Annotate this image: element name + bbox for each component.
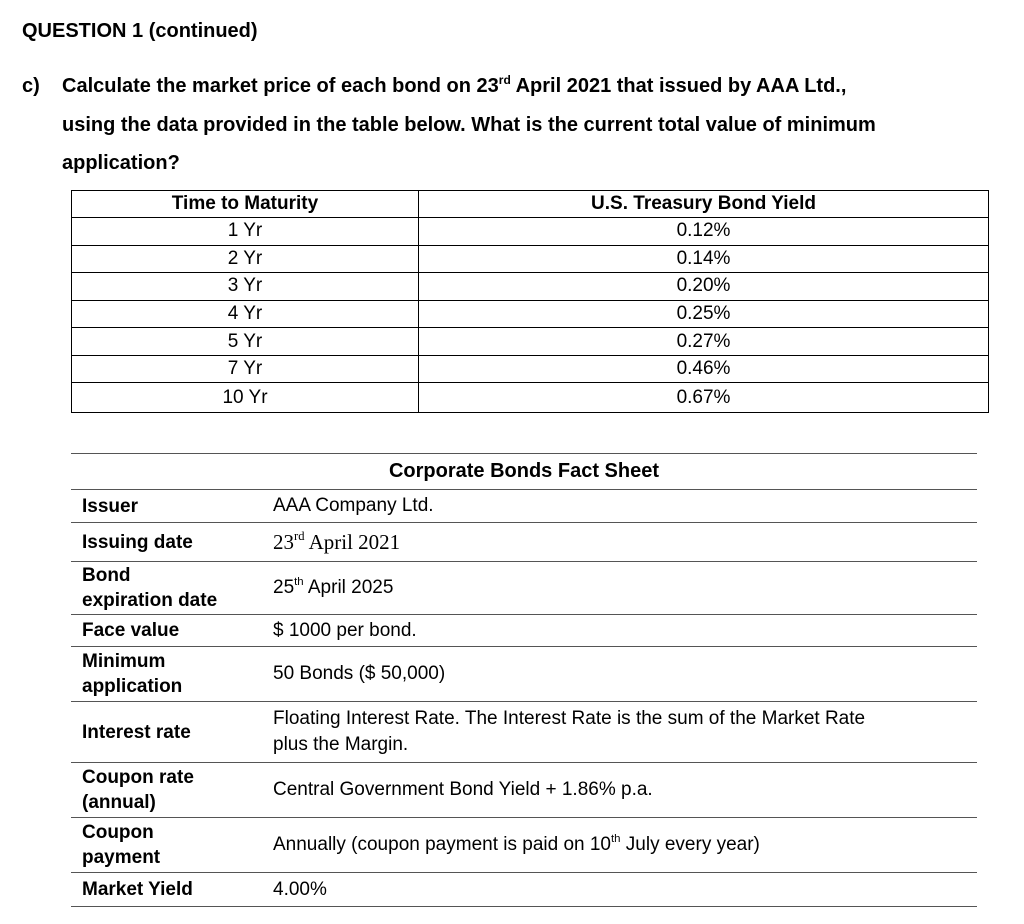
- fact-label: Interest rate: [82, 721, 191, 743]
- fact-row-minimum-application: [71, 647, 977, 702]
- date-sup: th: [294, 576, 304, 589]
- label-line: Bond: [82, 565, 131, 586]
- question-text: [62, 67, 1002, 183]
- label-line: Minimum: [82, 651, 166, 672]
- table-row: [72, 328, 989, 356]
- maturity-cell: 2 Yr: [72, 245, 419, 273]
- question-line-1-pre: Calculate the market price of each bond on 23: [62, 75, 499, 97]
- date-sup: rd: [294, 529, 305, 544]
- fact-row-coupon-payment: [71, 818, 977, 873]
- fact-row-face-value: [71, 615, 977, 647]
- yield-cell: 0.67%: [419, 383, 989, 413]
- maturity-cell: 10 Yr: [72, 383, 419, 413]
- yield-cell: 0.27%: [419, 328, 989, 356]
- maturity-cell: 3 Yr: [72, 273, 419, 301]
- fact-row-issuer: [71, 490, 977, 523]
- value-line: Floating Interest Rate. The Interest Rate is the sum of the Market Rate: [273, 708, 866, 729]
- yield-table: [71, 190, 989, 413]
- fact-label: [71, 765, 272, 815]
- fact-row-expiration: [71, 562, 977, 615]
- fact-row-coupon-rate: [71, 763, 977, 818]
- question-line-1-post: April 2021 that issued by AAA Ltd.,: [510, 75, 847, 97]
- yield-cell: 0.46%: [419, 355, 989, 383]
- maturity-cell: 1 Yr: [72, 218, 419, 246]
- fact-label: [71, 820, 272, 870]
- fact-value: 50 Bonds ($ 50,000): [273, 663, 446, 684]
- date-day: 23: [273, 530, 294, 554]
- fact-value: Central Government Bond Yield + 1.86% p.a.: [273, 779, 653, 800]
- fact-row-interest-rate: [71, 702, 977, 763]
- value-sup: th: [611, 833, 621, 846]
- yield-cell: 0.12%: [419, 218, 989, 246]
- question-line-1: [62, 67, 1002, 106]
- yield-cell: 0.14%: [419, 245, 989, 273]
- label-line: (annual): [82, 792, 156, 813]
- table-row: [72, 273, 989, 301]
- fact-label: [71, 563, 272, 613]
- maturity-cell: 7 Yr: [72, 355, 419, 383]
- date-rest: April 2025: [303, 577, 394, 598]
- question-line-2: using the data provided in the table below. What is the current total value of minimum: [62, 113, 876, 136]
- yield-cell: 0.20%: [419, 273, 989, 301]
- maturity-cell: 4 Yr: [72, 300, 419, 328]
- maturity-cell: 5 Yr: [72, 328, 419, 356]
- fact-value: $ 1000 per bond.: [273, 619, 417, 641]
- fact-label: Face value: [82, 620, 180, 641]
- yield-cell: 0.25%: [419, 300, 989, 328]
- fact-label: Issuer: [82, 495, 138, 517]
- fact-row-market-yield: [71, 873, 977, 907]
- fact-value: 4.00%: [273, 878, 327, 900]
- table-row: [72, 300, 989, 328]
- fact-value: [272, 832, 977, 858]
- value-post: July every year): [620, 834, 760, 855]
- label-line: payment: [82, 847, 161, 868]
- fact-value: [272, 529, 977, 555]
- fact-sheet-title: Corporate Bonds Fact Sheet: [71, 454, 977, 490]
- fact-row-issuing-date: [71, 523, 977, 562]
- fact-value: AAA Company Ltd.: [273, 495, 434, 516]
- header-bond-yield: U.S. Treasury Bond Yield: [419, 191, 989, 218]
- header-time-to-maturity: Time to Maturity: [72, 191, 419, 218]
- date-day: 25: [273, 577, 295, 598]
- table-row: [72, 218, 989, 246]
- question-line-3: application?: [62, 152, 180, 174]
- question-line-1-sup: rd: [498, 72, 511, 87]
- value-pre: Annually (coupon payment is paid on 10: [273, 834, 612, 855]
- fact-value: [272, 575, 977, 601]
- yield-table-header-row: [72, 191, 989, 218]
- label-line: expiration date: [82, 590, 218, 611]
- table-row: [72, 245, 989, 273]
- label-line: Coupon: [82, 822, 154, 843]
- fact-value: [272, 706, 977, 758]
- date-rest: April 2021: [304, 530, 401, 554]
- page-heading: QUESTION 1 (continued): [22, 20, 258, 42]
- fact-label: Market Yield: [82, 879, 193, 900]
- table-row: [72, 355, 989, 383]
- table-row: [72, 383, 989, 413]
- question-label: c): [22, 75, 40, 97]
- fact-label: [71, 649, 272, 699]
- fact-label: Issuing date: [82, 531, 193, 553]
- label-line: Coupon rate: [82, 767, 194, 788]
- fact-sheet: [71, 453, 977, 907]
- label-line: application: [82, 676, 183, 697]
- value-line: plus the Margin.: [273, 734, 409, 755]
